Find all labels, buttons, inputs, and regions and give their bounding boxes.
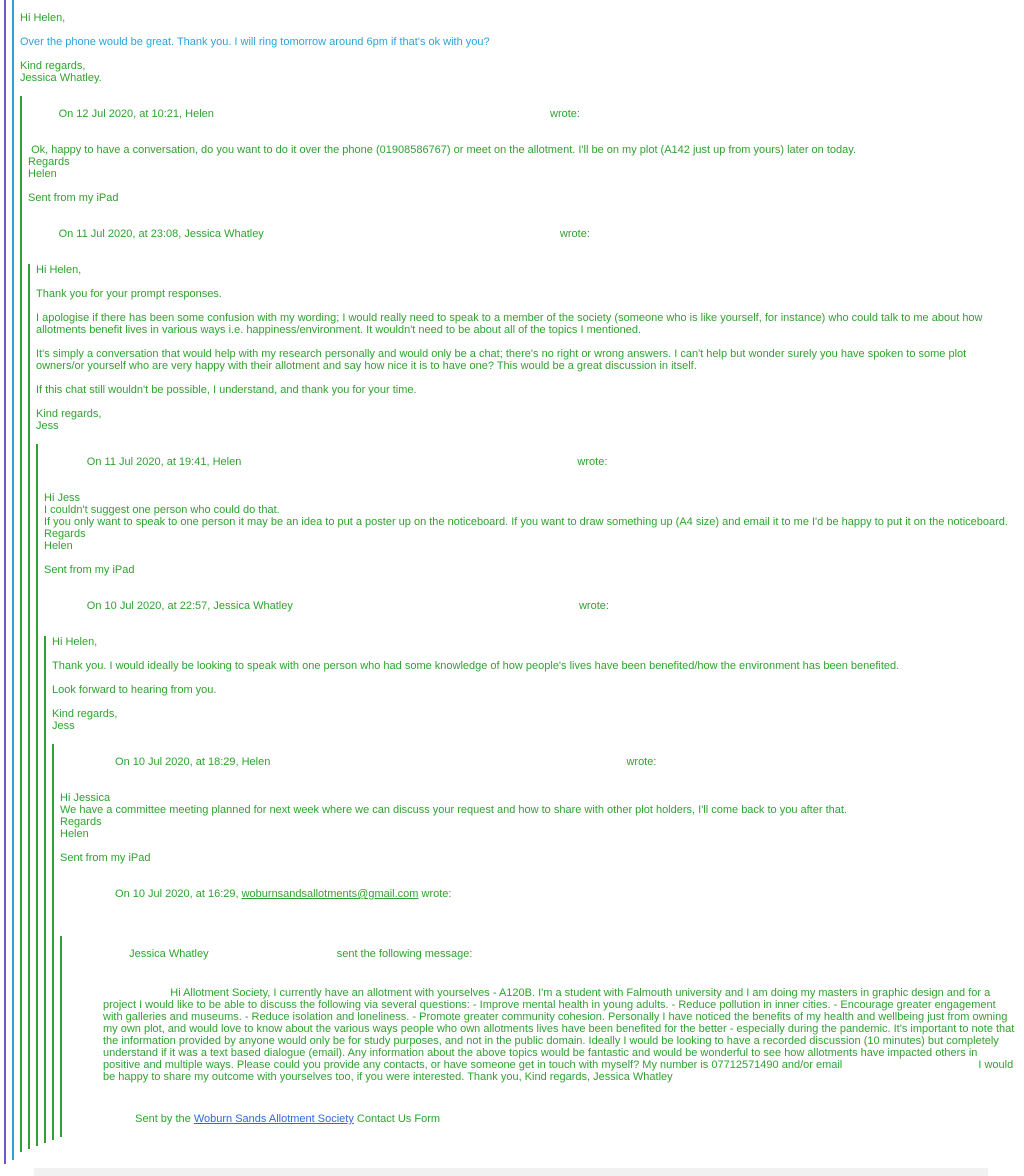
blank-line: [28, 204, 1016, 216]
message-helen-1941: [44, 492, 1016, 576]
blank-line: [44, 552, 1016, 564]
blank-line: [36, 276, 1016, 288]
message-line: Helen: [44, 540, 73, 552]
quote-depth-5-green: [36, 444, 1016, 1146]
message-jessica-2308: [36, 264, 1016, 432]
blank-line: [60, 780, 1016, 792]
attribution-text: On 12 Jul 2020, at 10:21, Helen: [58, 108, 217, 120]
blank-line: [44, 624, 1016, 636]
message-top-jessica-final: [20, 0, 1016, 96]
message-line: Regards: [44, 528, 86, 540]
blank-line: [36, 336, 1016, 348]
body-line: Over the phone would be great. Thank you. I will ring tomorrow around 6pm if that's ok with you?: [20, 36, 490, 48]
attribution-text: On 10 Jul 2020, at 16:29,: [115, 888, 242, 900]
attribution-wrote: wrote:: [556, 228, 590, 240]
redacted-email-placeholder: [244, 458, 574, 465]
attribution-wrote: wrote:: [546, 108, 580, 120]
blank-line: [36, 396, 1016, 408]
attribution-line-1829: [60, 744, 1016, 780]
attribution-wrote: wrote:: [623, 756, 657, 768]
message-line: Thank you. I would ideally be looking to speak with one person who had some knowledge of how people's lives have been benefited/how the environment has been benefited.: [52, 660, 900, 672]
blank-line: [36, 300, 1016, 312]
blank-line: [20, 48, 1016, 60]
message-line: Hi Helen,: [36, 264, 82, 276]
blank-line: [52, 732, 1016, 744]
message-line: Ok, happy to have a conversation, do you want to do it over the phone (01908586767) or meet on the allotment. I'll be on my plot (A142 just up from yours) later on today.: [28, 144, 856, 156]
message-line: Hi Helen,: [52, 636, 98, 648]
message-jessica-2257: [52, 636, 1016, 732]
greeting-line: Hi Helen,: [20, 12, 66, 24]
quote-tail-spacer: [20, 1152, 1016, 1160]
blank-line: [60, 840, 1016, 852]
redacted-email-placeholder: [296, 602, 576, 609]
quote-depth-4-green: [28, 264, 1016, 1149]
attribution-text: On 11 Jul 2020, at 19:41, Helen: [86, 456, 245, 468]
footer-text-end: Contact Us Form: [353, 1113, 441, 1125]
contact-form-body-text-end: I would be happy to share my outcome with yourselves too, if you were interested. Thank you, Kind regards, Jessica Whatley: [103, 1059, 1017, 1083]
attribution-line-1021: [28, 96, 1016, 132]
message-helen-1021: [28, 144, 1016, 204]
message-line: Sent from my iPad: [28, 192, 119, 204]
attribution-wrote: wrote:: [574, 456, 608, 468]
redacted-email-placeholder: [267, 230, 557, 237]
attribution-line-1941: [44, 444, 1016, 480]
message-line: Kind regards,: [52, 708, 118, 720]
quote-depth-8-green-contact-form: [60, 936, 1016, 1137]
blank-line: [52, 648, 1016, 660]
message-helen-1829: [60, 792, 1016, 864]
message-line: Helen: [60, 828, 89, 840]
redacted-email-placeholder: [212, 950, 334, 957]
contact-form-sender: Jessica Whatley: [129, 948, 212, 960]
message-line: Helen: [28, 168, 57, 180]
attribution-line-2308: [28, 216, 1016, 252]
contact-form-footer-line: [68, 1101, 1016, 1137]
message-line: If this chat still wouldn't be possible, I understand, and thank you for your time.: [36, 384, 417, 396]
contact-form-intro-line: [68, 936, 1016, 972]
blank-line: [28, 180, 1016, 192]
contact-form-body-text: Hi Allotment Society, I currently have an allotment with yourselves - A120B. I'm a student with Falmouth university and I am doing my masters in graphic design and for a project I would like to be able to discuss the following via several questions: - Improve mental health in young adults. - Reduce pollution in inner cities. - Encourage greater engagement with galleries and museums. - Reduce isolation and loneliness. - Promote greater community cohesion. Personally I have noticed the benefits of my health and wellbeing just from owning my own plot, and would love to know about the various ways people who own allotments lives have been benefited for the better - especially during the pandemic. It's important to note that the information provided by anyone would only be for study purposes, and not in the public domain. Ideally I would be looking to have a recorded discussion (10 minutes) but completely understand if it was a text based dialogue (email). Any information about the above topics would be fantastic and would be wonderful to see how allotments have impacted others in positive and multiple ways. Please could you provide any contacts, or have someone get in touch with myself? My number is 07712571490 and/or email: [103, 987, 1018, 1071]
message-line: Look forward to hearing from you.: [52, 684, 217, 696]
attribution-text: On 10 Jul 2020, at 22:57, Jessica Whatley: [86, 600, 296, 612]
redacted-email-placeholder: [217, 110, 547, 117]
contact-form-message-indent: [95, 975, 1016, 1095]
blank-line: [36, 372, 1016, 384]
gmail-address-link[interactable]: woburnsandsallotments@gmail.com: [241, 888, 419, 900]
contact-form-message-body: [103, 975, 1016, 1095]
message-line: We have a committee meeting planned for next week where we can discuss your request and how to share with other plot holders, I'll come back to you after that.: [60, 804, 847, 816]
blank-line: [20, 84, 1016, 96]
message-line: Jess: [36, 420, 59, 432]
message-line: Kind regards,: [36, 408, 102, 420]
quote-depth-6-green: [44, 636, 1016, 1143]
blank-line: [60, 912, 1016, 924]
quote-depth-1-purple: [4, 0, 1016, 1164]
message-line: Regards: [28, 156, 70, 168]
footer-text: Sent by the: [135, 1113, 194, 1125]
quote-depth-2-blue: [12, 0, 1016, 1160]
message-line: I apologise if there has been some confusion with my wording; I would really need to speak to a member of the society (someone who is like yourself, for instance) who could talk to me about how allotments benefit lives in various ways i.e. happiness/environment. It wouldn't need to be about all of the topics I mentioned.: [36, 312, 986, 336]
message-line: If you only want to speak to one person it may be an idea to put a poster up on the noticeboard. If you want to draw something up (A4 size) and email it to me I'd be happy to put it on the noticeboard.: [44, 516, 1008, 528]
blank-line: [52, 696, 1016, 708]
redacted-email-placeholder: [273, 758, 623, 765]
message-line: I couldn't suggest one person who could do that.: [44, 504, 280, 516]
quote-tail-spacer: [12, 1160, 1016, 1164]
message-line: Sent from my iPad: [60, 852, 151, 864]
message-line: It's simply a conversation that would help with my research personally and would only be a chat; there's no right or wrong answers. I can't help but wonder surely you have spoken to some plot owners/or yourself who are very happy with their allotment and say how nice it is to have one? This would be a great discussion in itself.: [36, 348, 970, 372]
attribution-wrote: wrote:: [418, 888, 452, 900]
blank-line: [20, 24, 1016, 36]
message-line: Sent from my iPad: [44, 564, 135, 576]
blank-line: [28, 252, 1016, 264]
allotment-society-link[interactable]: Woburn Sands Allotment Society: [193, 1113, 354, 1125]
blank-line: [60, 924, 1016, 936]
blank-line: [60, 864, 1016, 876]
blank-line: [44, 480, 1016, 492]
message-line: Hi Jessica: [60, 792, 111, 804]
quote-depth-3-green: [20, 96, 1016, 1152]
quote-depth-7-green: [52, 744, 1016, 1140]
blank-line: [28, 132, 1016, 144]
message-line: Hi Jess: [44, 492, 81, 504]
blank-line: [36, 432, 1016, 444]
closing-line: Kind regards,: [20, 60, 86, 72]
blank-line: [52, 672, 1016, 684]
window-bottom-edge: [34, 1168, 988, 1176]
attribution-line-1629: [60, 876, 1016, 912]
message-line: Jess: [52, 720, 75, 732]
attribution-line-2257: [44, 588, 1016, 624]
message-line: Regards: [60, 816, 102, 828]
attribution-text: On 11 Jul 2020, at 23:08, Jessica Whatley: [58, 228, 267, 240]
signature-line: Jessica Whatley.: [20, 72, 102, 84]
attribution-text: On 10 Jul 2020, at 18:29, Helen: [115, 756, 274, 768]
blank-line: [44, 576, 1016, 588]
redacted-email-placeholder: [845, 1061, 975, 1068]
attribution-wrote: wrote:: [575, 600, 609, 612]
message-line: Thank you for your prompt responses.: [36, 288, 222, 300]
contact-form-intro-text: sent the following message:: [333, 948, 473, 960]
